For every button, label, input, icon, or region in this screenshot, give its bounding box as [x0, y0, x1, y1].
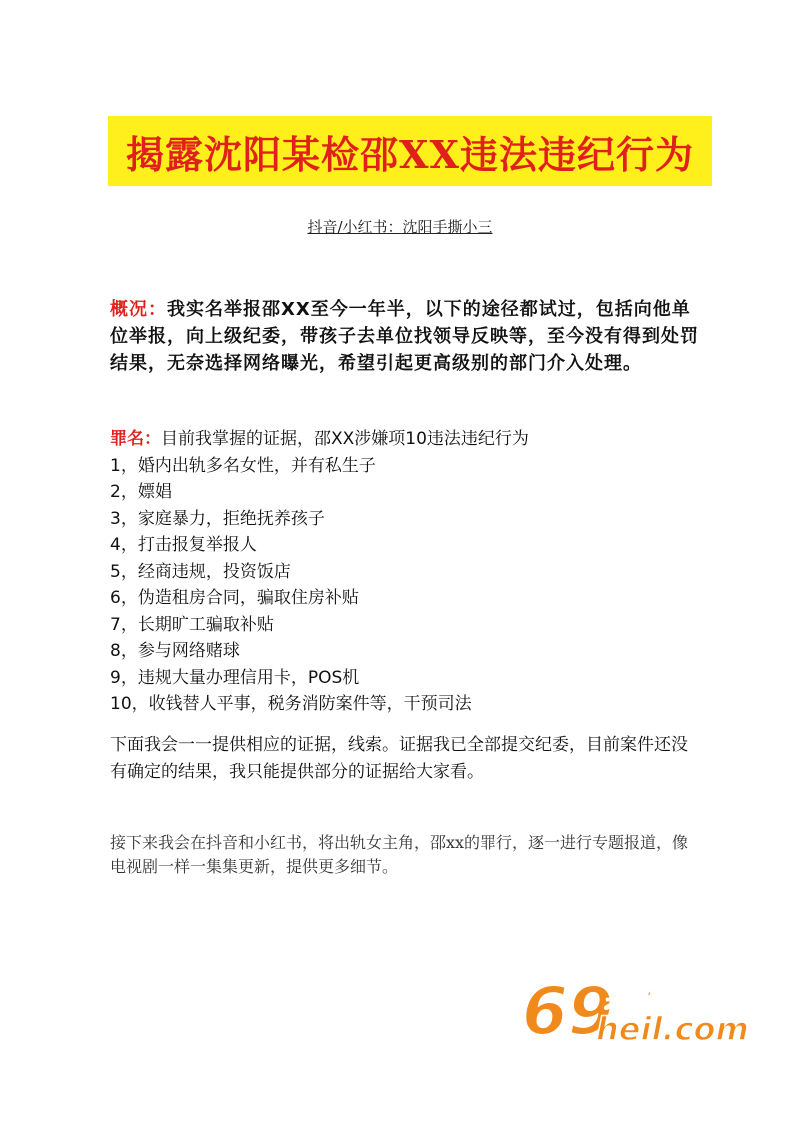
- charge-item: 5，经商违规，投资饭店: [110, 561, 291, 582]
- charge-item: 3，家庭暴力，拒绝抚养孩子: [110, 508, 325, 529]
- charges-intro: 目前我掌握的证据，邵XX涉嫌项10违法违纪行为: [161, 429, 529, 449]
- overview-label: 概况：: [110, 299, 167, 320]
- charge-item: 8，参与网络赌球: [110, 641, 240, 661]
- overview-text: 我实名举报邵XX至今一年半，以下的途径都试过，包括向他单位举报，向上级纪委，带孩子去单位找领导反映等，至今没有得到处罚结果，无奈选择网络曝光，希望引起更高级别的部门介入处理。: [110, 299, 699, 374]
- charges-heading: [110, 426, 710, 453]
- charges-label: 罪名：: [110, 429, 161, 449]
- charges-section: [110, 426, 710, 718]
- charge-item: 4，打击报复举报人: [110, 535, 257, 555]
- charge-item: 2，嫖娼: [110, 482, 172, 502]
- charge-item: 9，违规大量办理信用卡，POS机: [110, 667, 360, 688]
- followup-paragraph: 接下来我会在抖音和小红书，将出轨女主角，邵xx的罪行，逐一进行专题报道，像电视剧一样一集集更新，提供更多细节。: [110, 833, 689, 876]
- page-title: 揭露沈阳某检邵XX违法违纪行为: [126, 131, 694, 177]
- watermark-number: 69: [522, 973, 614, 1050]
- charge-item: 10，收钱替人平事，税务消防案件等，干预司法: [110, 694, 472, 714]
- charge-item: 7，长期旷工骗取补贴: [110, 614, 274, 635]
- social-handle: 抖音/小红书：沈阳手撕小三: [307, 218, 493, 236]
- overview-paragraph: [110, 296, 700, 377]
- watermark-logo: [518, 962, 768, 1054]
- evidence-paragraph: 下面我会一一提供相应的证据，线索。证据我已全部提交纪委，目前案件还没有确定的结果，我只能提供部分的证据给大家看。: [110, 735, 688, 782]
- charge-item: 1，婚内出轨多名女性，并有私生子: [110, 455, 376, 476]
- watermark-domain-text: heil.com: [596, 1010, 749, 1048]
- title-banner: [108, 116, 712, 186]
- charge-item: 6，伪造租房合同，骗取住房补贴: [110, 588, 359, 608]
- watermark-cn-text: 黑料网: [604, 975, 706, 1015]
